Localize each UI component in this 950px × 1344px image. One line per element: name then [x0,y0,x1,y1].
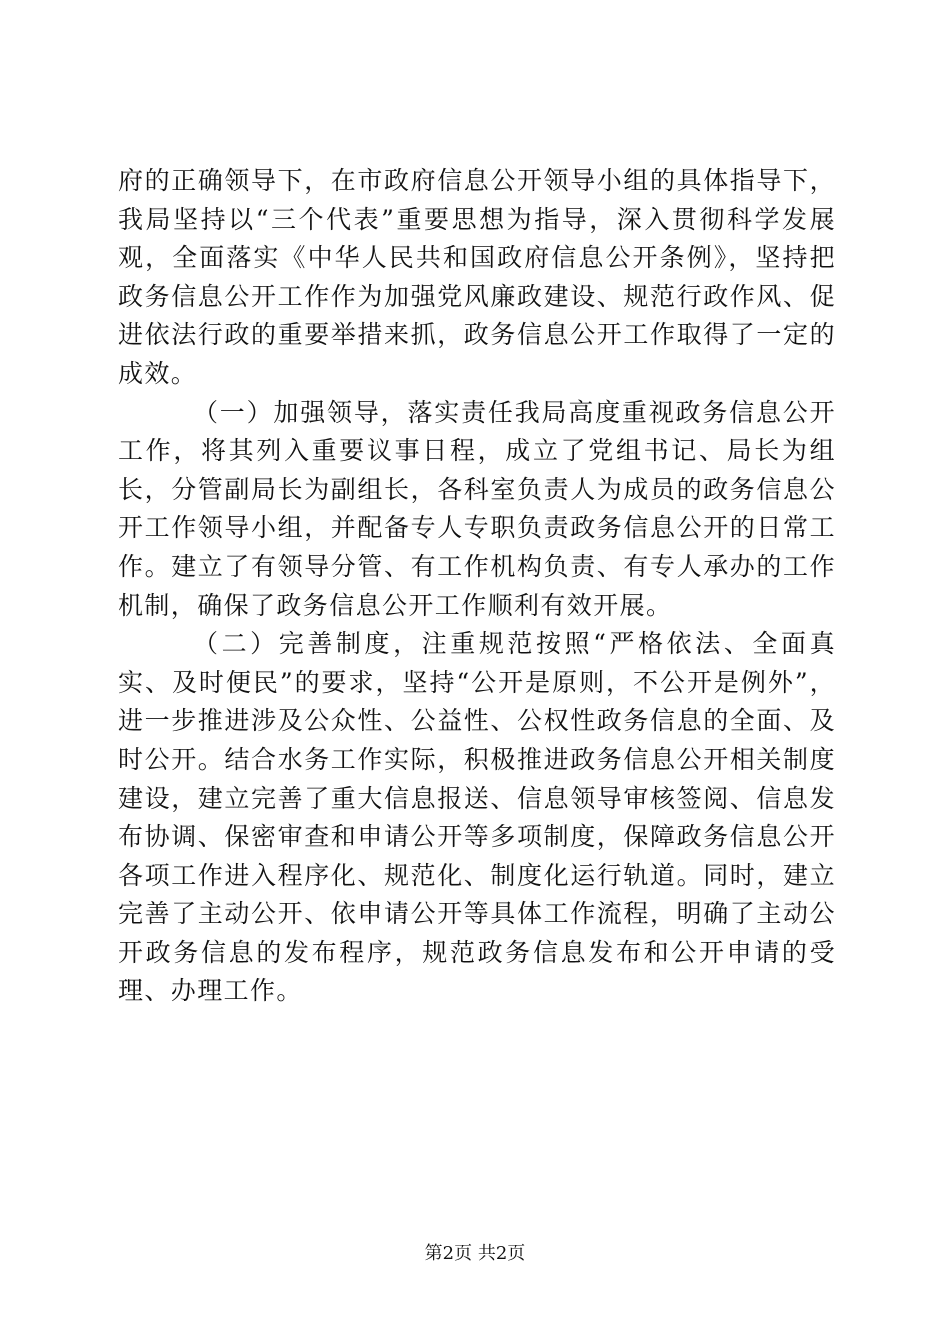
document-body [118,162,836,1011]
page-footer: 第2页 共2页 [424,1243,526,1264]
paragraph-intro: 府的正确领导下，在市政府信息公开领导小组的具体指导下，我局坚持以“三个代表”重要思想为指导，深入贯彻科学发展观，全面落实《中华人民共和国政府信息公开条例》，坚持把政务信息公开工作作为加强党风廉政建设、规范行政作风、促进依法行政的重要举措来抓，政务信息公开工作取得了一定的成效。 [118,166,836,388]
paragraph-section-1: （一）加强领导，落实责任我局高度重视政务信息公开工作，将其列入重要议事日程，成立了党组书记、局长为组长，分管副局长为副组长，各科室负责人为成员的政务信息公开工作领导小组，并配备专人专职负责政务信息公开的日常工作。建立了有领导分管、有工作机构负责、有专人承办的工作机制，确保了政务信息公开工作顺利有效开展。 [118,397,836,620]
paragraph-section-2: （二）完善制度，注重规范按照“严格依法、全面真实、及时便民”的要求，坚持“公开是原则，不公开是例外”，进一步推进涉及公众性、公益性、公权性政务信息的全面、及时公开。结合水务工作实际，积极推进政务信息公开相关制度建设，建立完善了重大信息报送、信息领导审核签阅、信息发布协调、保密审查和申请公开等多项制度，保障政务信息公开各项工作进入程序化、规范化、制度化运行轨道。同时，建立完善了主动公开、依申请公开等具体工作流程，明确了主动公开政务信息的发布程序，规范政务信息发布和公开申请的受理、办理工作。 [118,629,836,1006]
